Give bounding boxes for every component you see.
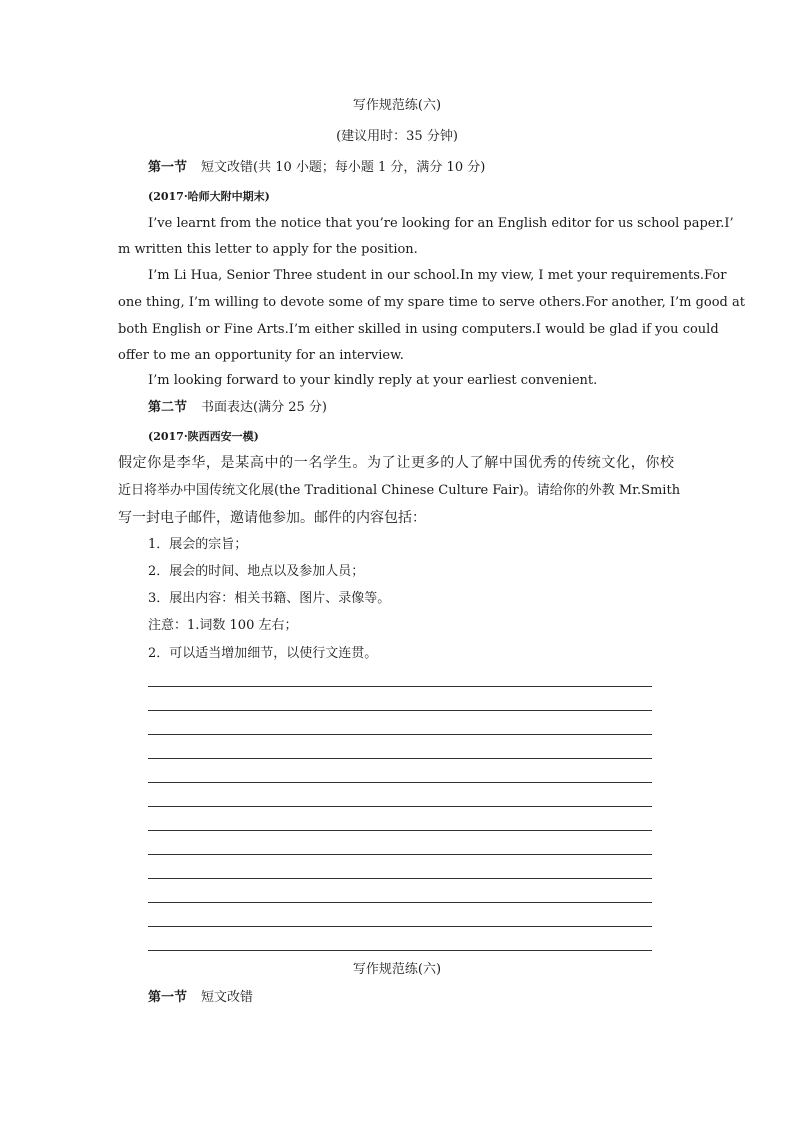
answer-section-heading — [148, 990, 674, 1006]
writing-line[interactable] — [148, 902, 652, 903]
writing-line[interactable] — [148, 878, 652, 879]
section2-heading — [148, 400, 674, 416]
answer-section-number: 第一节 — [148, 990, 188, 1005]
writing-line[interactable] — [148, 830, 652, 831]
section1-source: (2017·哈师大附中期末) — [148, 190, 270, 203]
writing-line[interactable] — [148, 806, 652, 807]
page-title: 写作规范练(六) — [352, 98, 442, 113]
section1-heading — [148, 160, 674, 176]
writing-line[interactable] — [148, 782, 652, 783]
prompt-note-2: 2．可以适当增加细节，以使行文连贯。 — [148, 646, 378, 661]
time-note: (建议用时：35 分钟) — [336, 129, 458, 144]
section2-source: (2017·陕西西安一模) — [148, 430, 259, 443]
passage-line-3: I’m Li Hua, Senior Three student in our school.In my view, I met your requirements.For — [148, 268, 727, 283]
section2-number: 第二节 — [148, 400, 188, 415]
section1-number: 第一节 — [148, 160, 188, 175]
answer-section-title: 短文改错 — [201, 990, 254, 1005]
writing-line[interactable] — [148, 710, 652, 711]
passage-line-7: I’m looking forward to your kindly reply at your earliest convenient. — [148, 373, 598, 388]
prompt-line-2: 近日将举办中国传统文化展(the Traditional Chinese Culture Fair)。请给你的外教 Mr.Smith — [118, 483, 681, 498]
section1-title: 短文改错(共 10 小题；每小题 1 分，满分 10 分) — [201, 160, 486, 175]
prompt-line-3: 写一封电子邮件，邀请他参加。邮件的内容包括： — [118, 510, 426, 526]
writing-line[interactable] — [148, 950, 652, 951]
passage-line-6: offer to me an opportunity for an interview. — [118, 348, 404, 363]
writing-line[interactable] — [148, 758, 652, 759]
answer-title: 写作规范练(六) — [352, 962, 442, 977]
prompt-note: 注意：1.词数 100 左右； — [148, 618, 298, 633]
passage-line-1: I’ve learnt from the notice that you’re looking for an English editor for us school paper.I’ — [148, 216, 734, 231]
section2-title: 书面表达(满分 25 分) — [201, 400, 327, 415]
prompt-item-1: 1．展会的宗旨； — [148, 537, 248, 552]
prompt-line-1: 假定你是李华，是某高中的一名学生。为了让更多的人了解中国优秀的传统文化，你校 — [118, 455, 674, 471]
passage-line-2: m written this letter to apply for the position. — [118, 242, 418, 257]
writing-line[interactable] — [148, 686, 652, 687]
writing-line[interactable] — [148, 734, 652, 735]
writing-line[interactable] — [148, 926, 652, 927]
prompt-item-3: 3．展出内容：相关书籍、图片、录像等。 — [148, 591, 391, 606]
prompt-item-2: 2．展会的时间、地点以及参加人员； — [148, 564, 365, 579]
passage-line-4: one thing, I’m willing to devote some of my spare time to serve others.For another, I’m good at — [118, 295, 745, 310]
passage-line-5: both English or Fine Arts.I’m either skilled in using computers.I would be glad if you could — [118, 322, 719, 337]
writing-line[interactable] — [148, 854, 652, 855]
